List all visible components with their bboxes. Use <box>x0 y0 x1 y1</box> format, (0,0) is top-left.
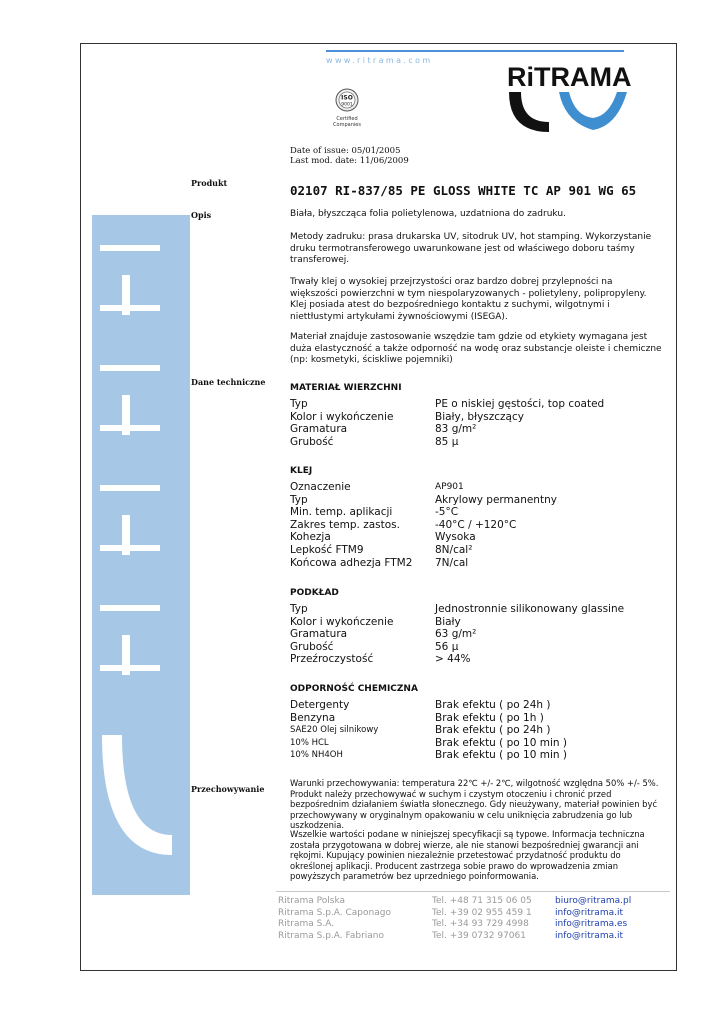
label-opis: Opis <box>191 210 212 220</box>
table-row <box>290 653 660 666</box>
row-value: Brak efektu ( po 24h ) <box>435 724 551 737</box>
table-row <box>290 531 660 544</box>
storage-paragraph-2: Wszelkie wartości podane w niniejszej specyfikacji są typowe. Informacja techniczna została przygotowana w dobrej wierze, ale nie stanowi bezpośredniej gwarancji ani rękojmi. Kupujący powinien niezależnie przetestować przydatność produktu do określonej aplikacji. Producent zastrzega sobie prawo do wprowadzenia zmian powyższych parametrów bez uprzedniego poinformowania. <box>290 829 645 882</box>
last-modified-date: Last mod. date: 11/06/2009 <box>290 156 409 166</box>
row-value: 85 µ <box>435 435 459 448</box>
header-rule <box>326 50 624 52</box>
row-value: 83 g/m² <box>435 423 477 436</box>
row-key: Grubość <box>290 640 334 653</box>
row-key: Przeźroczystość <box>290 653 374 666</box>
company-name: Ritrama S.A. <box>278 919 335 929</box>
section-title-odpornosc: ODPORNOŚĆ CHEMICZNA <box>290 684 418 694</box>
product-title: 02107 RI-837/85 PE GLOSS WHITE TC AP 901 WG 65 <box>290 183 637 198</box>
section-title-podklad: PODKŁAD <box>290 588 339 598</box>
website-url[interactable]: www.ritrama.com <box>326 56 433 65</box>
description-paragraph-3: Trwały klej o wysokiej przejrzystości oraz bardzo dobrej przylepności na większości powierzchni w tym niespolaryzowanych - polietyleny, polipropyleny. Klej posiada atest do bezpośredniego kontaktu z suchymi, wilgotnymi i niettłustymi artykułami żywnościowymi (ISEGA). <box>290 277 647 322</box>
iso-caption-companies: Companies <box>333 122 361 128</box>
iso-caption-certified: Certified <box>336 116 358 122</box>
company-phone: Tel. +39 0732 97061 <box>432 930 526 941</box>
material-table <box>290 398 660 448</box>
row-key: Kohezja <box>290 531 331 544</box>
row-value: Brak efektu ( po 10 min ) <box>435 736 567 749</box>
date-of-issue: Date of issue: 05/01/2005 <box>290 146 401 156</box>
row-key: Lepkość FTM9 <box>290 543 364 556</box>
company-name: Ritrama S.p.A. Caponago <box>278 907 391 918</box>
row-value: 63 g/m² <box>435 628 477 641</box>
table-row <box>290 557 660 570</box>
company-phone: Tel. +39 02 955 459 1 <box>432 907 532 918</box>
email-link[interactable]: info@ritrama.it <box>555 930 623 941</box>
row-key: SAE20 Olej silnikowy <box>290 725 379 736</box>
row-key: 10% HCL <box>290 737 329 748</box>
row-value: Jednostronnie silikonowany glassine <box>435 603 625 615</box>
table-row <box>290 616 660 629</box>
iso-certificate-badge <box>328 88 366 132</box>
ritrama-logo <box>505 60 635 140</box>
footer-rule <box>276 891 670 892</box>
storage-paragraph-1: Warunki przechowywania: temperatura 22℃ +/- 2℃, wilgotność względna 50% +/- 5%. Produkt należy przechowywać w suchym i czystym otoczeniu i chronić przed bezpośrednim działaniem światła słonecznego. Gdy nieużywany, materiał powinien być przechowywany w oryginalnym opakowaniu w celu uniknięcia zabrudzenia go lub uszkodzenia. <box>290 778 659 831</box>
table-row <box>290 749 660 762</box>
label-produkt: Produkt <box>191 178 228 188</box>
logo-wordmark: RiTRAMA <box>507 62 632 92</box>
table-row <box>290 506 660 519</box>
row-value: -5°C <box>435 506 459 519</box>
row-value: Wysoka <box>435 531 476 544</box>
row-key: Detergenty <box>290 699 350 711</box>
document-dates <box>290 146 409 166</box>
table-row <box>290 628 660 641</box>
row-key: 10% NH4OH <box>290 750 343 761</box>
row-key: Kolor i wykończenie <box>290 615 394 628</box>
footer-phones <box>432 896 532 942</box>
email-link[interactable]: info@ritrama.es <box>555 919 628 929</box>
row-key: Gramatura <box>290 423 348 436</box>
table-row <box>290 724 660 737</box>
klej-table <box>290 481 660 569</box>
svg-text:ISO: ISO <box>341 94 353 102</box>
row-value: AP901 <box>435 482 464 492</box>
row-value: PE o niskiej gęstości, top coated <box>435 398 605 410</box>
row-key: Benzyna <box>290 711 336 724</box>
table-row <box>290 603 660 616</box>
odpornosc-table <box>290 699 660 762</box>
table-row <box>290 481 660 494</box>
row-value: Biały <box>435 615 461 628</box>
company-name: Ritrama Polska <box>278 896 346 906</box>
company-phone: Tel. +34 93 729 4998 <box>432 919 529 929</box>
row-value: 56 µ <box>435 640 459 653</box>
row-value: Akrylowy permanentny <box>435 493 557 506</box>
row-key: Oznaczenie <box>290 481 351 493</box>
row-value: 7N/cal <box>435 556 469 569</box>
svg-text:9001: 9001 <box>341 102 353 108</box>
iso-seal-icon <box>335 88 359 112</box>
row-key: Kolor i wykończenie <box>290 410 394 423</box>
label-dane-techniczne: Dane techniczne <box>191 377 266 387</box>
row-key: Zakres temp. zastos. <box>290 518 400 531</box>
table-row <box>290 398 660 411</box>
email-link[interactable]: biuro@ritrama.pl <box>555 896 632 906</box>
ritrama-watermark <box>92 215 190 895</box>
table-row <box>290 411 660 424</box>
row-key: Końcowa adhezja FTM2 <box>290 556 413 569</box>
description-paragraph-1: Biała, błyszcząca folia polietylenowa, uzdatniona do zadruku. <box>290 209 566 219</box>
footer-companies <box>278 896 391 942</box>
row-key: Min. temp. aplikacji <box>290 506 393 519</box>
table-row <box>290 737 660 750</box>
email-link[interactable]: info@ritrama.it <box>555 907 623 918</box>
footer-emails <box>555 896 631 942</box>
label-przechowywanie: Przechowywanie <box>191 784 265 794</box>
row-value: Brak efektu ( po 1h ) <box>435 711 544 724</box>
row-key: Gramatura <box>290 628 348 641</box>
row-key: Typ <box>290 493 308 506</box>
row-value: Brak efektu ( po 10 min ) <box>435 749 567 762</box>
table-row <box>290 423 660 436</box>
table-row <box>290 494 660 507</box>
table-row <box>290 699 660 712</box>
table-row <box>290 544 660 557</box>
row-value: 8N/cal² <box>435 543 473 556</box>
row-value: > 44% <box>435 653 471 666</box>
table-row <box>290 436 660 449</box>
section-title-klej: KLEJ <box>290 466 313 476</box>
description-paragraph-2: Metody zadruku: prasa drukarska UV, sitodruk UV, hot stamping. Wykorzystanie druku termotransferowego uwarunkowane jest od właściwego doboru taśmy transferowej. <box>290 232 652 265</box>
company-name: Ritrama S.p.A. Fabriano <box>278 930 385 941</box>
row-key: Grubość <box>290 435 334 448</box>
row-value: Brak efektu ( po 24h ) <box>435 699 551 711</box>
description-paragraph-4: Materiał znajduje zastosowanie wszędzie tam gdzie od etykiety wymagana jest duża elastyczność a także odporność na wodę oraz substancje oleiste i chemiczne (np: kosmetyki, ściskliwe pojemniki) <box>290 332 662 365</box>
company-phone: Tel. +48 71 315 06 05 <box>432 896 532 906</box>
podklad-table <box>290 603 660 666</box>
table-row <box>290 712 660 725</box>
table-row <box>290 519 660 532</box>
table-row <box>290 641 660 654</box>
row-value: -40°C / +120°C <box>435 518 517 531</box>
row-key: Typ <box>290 603 308 615</box>
row-value: Biały, błyszczący <box>435 410 524 423</box>
section-title-material: MATERIAŁ WIERZCHNI <box>290 383 402 393</box>
row-key: Typ <box>290 398 308 410</box>
